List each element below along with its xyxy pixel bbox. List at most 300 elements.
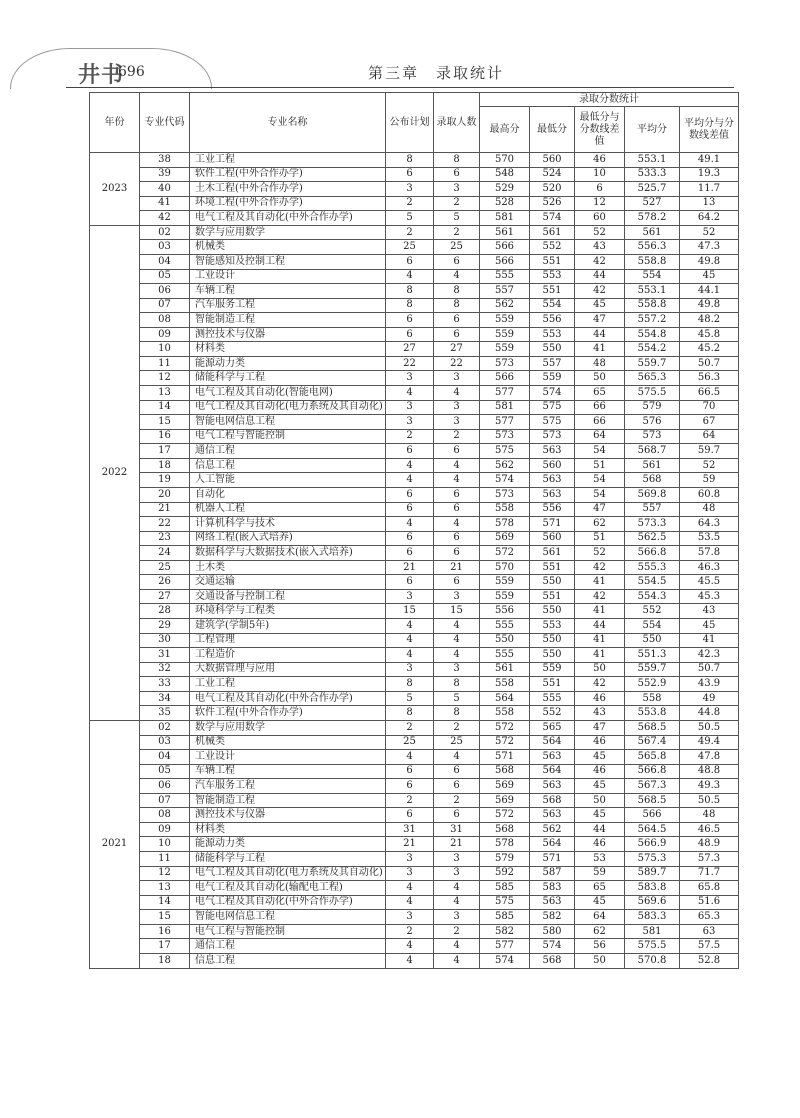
admitted-cell: 8 xyxy=(434,677,480,692)
avg-cell: 527 xyxy=(625,196,680,211)
plan-cell: 27 xyxy=(386,342,434,357)
admitted-cell: 21 xyxy=(434,837,480,852)
code-cell: 03 xyxy=(140,735,190,750)
min-cell: 553 xyxy=(530,269,575,284)
avg-cell: 583.8 xyxy=(625,881,680,896)
min-diff-cell: 41 xyxy=(575,633,625,648)
min-diff-cell: 47 xyxy=(575,502,625,517)
avg-diff-cell: 45.2 xyxy=(680,342,739,357)
avg-diff-cell: 49.1 xyxy=(680,153,739,168)
min-diff-cell: 46 xyxy=(575,153,625,168)
max-cell: 578 xyxy=(480,837,530,852)
avg-cell: 568.5 xyxy=(625,793,680,808)
table-row xyxy=(90,662,739,677)
plan-cell: 8 xyxy=(386,706,434,721)
plan-cell: 15 xyxy=(386,604,434,619)
code-cell: 11 xyxy=(140,852,190,867)
min-cell: 554 xyxy=(530,298,575,313)
min-diff-cell: 10 xyxy=(575,167,625,182)
min-cell: 563 xyxy=(530,444,575,459)
max-cell: 569 xyxy=(480,793,530,808)
avg-cell: 569.8 xyxy=(625,487,680,502)
name-cell: 通信工程 xyxy=(190,939,386,954)
header-score-group: 录取分数统计 xyxy=(480,93,739,107)
avg-cell: 525.7 xyxy=(625,182,680,197)
avg-cell: 561 xyxy=(625,225,680,240)
min-cell: 551 xyxy=(530,589,575,604)
avg-cell: 552.9 xyxy=(625,677,680,692)
table-row xyxy=(90,822,739,837)
plan-cell: 4 xyxy=(386,953,434,968)
name-cell: 能源动力类 xyxy=(190,356,386,371)
admitted-cell: 6 xyxy=(434,779,480,794)
avg-cell: 568.5 xyxy=(625,720,680,735)
admitted-cell: 5 xyxy=(434,211,480,226)
avg-cell: 554.8 xyxy=(625,327,680,342)
table-row xyxy=(90,779,739,794)
code-cell: 38 xyxy=(140,153,190,168)
avg-diff-cell: 45.5 xyxy=(680,575,739,590)
min-diff-cell: 44 xyxy=(575,619,625,634)
min-cell: 565 xyxy=(530,720,575,735)
min-cell: 574 xyxy=(530,386,575,401)
name-cell: 环境科学与工程类 xyxy=(190,604,386,619)
plan-cell: 6 xyxy=(386,487,434,502)
avg-cell: 555.3 xyxy=(625,560,680,575)
max-cell: 555 xyxy=(480,648,530,663)
min-diff-cell: 50 xyxy=(575,371,625,386)
name-cell: 能源动力类 xyxy=(190,837,386,852)
avg-diff-cell: 44.8 xyxy=(680,706,739,721)
admitted-cell: 2 xyxy=(434,720,480,735)
plan-cell: 4 xyxy=(386,386,434,401)
header-avg-diff: 平均分与分数线差值 xyxy=(680,107,739,153)
table-row xyxy=(90,735,739,750)
name-cell: 电气工程与智能控制 xyxy=(190,429,386,444)
admitted-cell: 4 xyxy=(434,458,480,473)
code-cell: 40 xyxy=(140,182,190,197)
plan-cell: 5 xyxy=(386,691,434,706)
min-diff-cell: 41 xyxy=(575,648,625,663)
avg-cell: 553.8 xyxy=(625,706,680,721)
code-cell: 15 xyxy=(140,415,190,430)
plan-cell: 6 xyxy=(386,327,434,342)
name-cell: 智能感知及控制工程 xyxy=(190,254,386,269)
avg-diff-cell: 45 xyxy=(680,619,739,634)
name-cell: 电气工程及其自动化(智能电网) xyxy=(190,386,386,401)
min-diff-cell: 41 xyxy=(575,575,625,590)
code-cell: 31 xyxy=(140,648,190,663)
min-cell: 571 xyxy=(530,852,575,867)
avg-cell: 568.7 xyxy=(625,444,680,459)
name-cell: 电气工程及其自动化(中外合作办学) xyxy=(190,211,386,226)
code-cell: 24 xyxy=(140,546,190,561)
code-cell: 09 xyxy=(140,327,190,342)
avg-diff-cell: 50.7 xyxy=(680,356,739,371)
max-cell: 559 xyxy=(480,313,530,328)
plan-cell: 6 xyxy=(386,779,434,794)
min-diff-cell: 46 xyxy=(575,735,625,750)
table-row xyxy=(90,560,739,575)
admitted-cell: 21 xyxy=(434,560,480,575)
admitted-cell: 25 xyxy=(434,735,480,750)
max-cell: 574 xyxy=(480,953,530,968)
admitted-cell: 4 xyxy=(434,517,480,532)
plan-cell: 6 xyxy=(386,764,434,779)
header-plan: 公布计划 xyxy=(386,93,434,153)
name-cell: 电气工程及其自动化(中外合作办学) xyxy=(190,895,386,910)
admitted-cell: 4 xyxy=(434,269,480,284)
min-cell: 575 xyxy=(530,415,575,430)
code-cell: 14 xyxy=(140,400,190,415)
code-cell: 35 xyxy=(140,706,190,721)
max-cell: 585 xyxy=(480,881,530,896)
name-cell: 数据科学与大数据技术(嵌入式培养) xyxy=(190,546,386,561)
admitted-cell: 6 xyxy=(434,167,480,182)
code-cell: 08 xyxy=(140,313,190,328)
max-cell: 577 xyxy=(480,939,530,954)
min-cell: 573 xyxy=(530,429,575,444)
code-cell: 08 xyxy=(140,808,190,823)
min-diff-cell: 50 xyxy=(575,793,625,808)
min-cell: 559 xyxy=(530,371,575,386)
min-diff-cell: 42 xyxy=(575,677,625,692)
max-cell: 568 xyxy=(480,822,530,837)
min-diff-cell: 46 xyxy=(575,764,625,779)
table-row xyxy=(90,444,739,459)
avg-cell: 566.8 xyxy=(625,546,680,561)
avg-diff-cell: 50.5 xyxy=(680,793,739,808)
avg-cell: 559.7 xyxy=(625,662,680,677)
max-cell: 592 xyxy=(480,866,530,881)
table-row xyxy=(90,953,739,968)
admitted-cell: 6 xyxy=(434,575,480,590)
name-cell: 材料类 xyxy=(190,342,386,357)
name-cell: 电气工程与智能控制 xyxy=(190,924,386,939)
table-row xyxy=(90,546,739,561)
admitted-cell: 4 xyxy=(434,939,480,954)
code-cell: 06 xyxy=(140,779,190,794)
name-cell: 大数据管理与应用 xyxy=(190,662,386,677)
min-cell: 555 xyxy=(530,691,575,706)
admitted-cell: 3 xyxy=(434,415,480,430)
admitted-cell: 8 xyxy=(434,284,480,299)
min-diff-cell: 43 xyxy=(575,240,625,255)
chapter-title: 第三章 录取统计 xyxy=(368,64,505,82)
avg-diff-cell: 66.5 xyxy=(680,386,739,401)
max-cell: 570 xyxy=(480,153,530,168)
code-cell: 39 xyxy=(140,167,190,182)
admitted-cell: 3 xyxy=(434,852,480,867)
plan-cell: 6 xyxy=(386,808,434,823)
avg-diff-cell: 52 xyxy=(680,458,739,473)
table-row xyxy=(90,284,739,299)
year-cell: 2023 xyxy=(90,153,140,226)
min-cell: 561 xyxy=(530,546,575,561)
plan-cell: 3 xyxy=(386,182,434,197)
plan-cell: 8 xyxy=(386,677,434,692)
admitted-cell: 6 xyxy=(434,487,480,502)
max-cell: 555 xyxy=(480,619,530,634)
admitted-cell: 2 xyxy=(434,196,480,211)
header-year: 年份 xyxy=(90,93,140,153)
min-cell: 564 xyxy=(530,735,575,750)
table-row xyxy=(90,182,739,197)
table-row xyxy=(90,356,739,371)
plan-cell: 31 xyxy=(386,822,434,837)
avg-diff-cell: 63 xyxy=(680,924,739,939)
admitted-cell: 2 xyxy=(434,924,480,939)
table-row xyxy=(90,254,739,269)
avg-cell: 566.8 xyxy=(625,764,680,779)
plan-cell: 3 xyxy=(386,415,434,430)
min-diff-cell: 52 xyxy=(575,225,625,240)
table-row xyxy=(90,910,739,925)
table-row xyxy=(90,852,739,867)
avg-cell: 573 xyxy=(625,429,680,444)
admitted-cell: 4 xyxy=(434,648,480,663)
avg-diff-cell: 49.8 xyxy=(680,254,739,269)
avg-cell: 533.3 xyxy=(625,167,680,182)
plan-cell: 4 xyxy=(386,473,434,488)
admitted-cell: 2 xyxy=(434,225,480,240)
admitted-cell: 25 xyxy=(434,240,480,255)
name-cell: 土木工程(中外合作办学) xyxy=(190,182,386,197)
max-cell: 573 xyxy=(480,429,530,444)
avg-cell: 558.8 xyxy=(625,298,680,313)
max-cell: 572 xyxy=(480,720,530,735)
max-cell: 548 xyxy=(480,167,530,182)
avg-cell: 554.3 xyxy=(625,589,680,604)
min-diff-cell: 52 xyxy=(575,546,625,561)
avg-cell: 559.7 xyxy=(625,356,680,371)
code-cell: 14 xyxy=(140,895,190,910)
min-cell: 553 xyxy=(530,327,575,342)
avg-cell: 554.5 xyxy=(625,575,680,590)
min-cell: 556 xyxy=(530,313,575,328)
code-cell: 20 xyxy=(140,487,190,502)
table-row xyxy=(90,225,739,240)
min-diff-cell: 65 xyxy=(575,386,625,401)
header-name: 专业名称 xyxy=(190,93,386,153)
code-cell: 41 xyxy=(140,196,190,211)
avg-cell: 575.5 xyxy=(625,939,680,954)
table-row xyxy=(90,531,739,546)
plan-cell: 8 xyxy=(386,153,434,168)
avg-diff-cell: 50.5 xyxy=(680,720,739,735)
code-cell: 16 xyxy=(140,924,190,939)
avg-cell: 553.1 xyxy=(625,153,680,168)
min-cell: 574 xyxy=(530,939,575,954)
avg-cell: 558.8 xyxy=(625,254,680,269)
min-diff-cell: 45 xyxy=(575,779,625,794)
avg-cell: 589.7 xyxy=(625,866,680,881)
min-diff-cell: 45 xyxy=(575,895,625,910)
admitted-cell: 3 xyxy=(434,400,480,415)
table-row xyxy=(90,298,739,313)
name-cell: 车辆工程 xyxy=(190,284,386,299)
avg-cell: 575.3 xyxy=(625,852,680,867)
name-cell: 工程造价 xyxy=(190,648,386,663)
code-cell: 02 xyxy=(140,225,190,240)
avg-diff-cell: 51.6 xyxy=(680,895,739,910)
admitted-cell: 8 xyxy=(434,298,480,313)
max-cell: 564 xyxy=(480,691,530,706)
min-cell: 560 xyxy=(530,458,575,473)
min-diff-cell: 56 xyxy=(575,939,625,954)
min-diff-cell: 45 xyxy=(575,808,625,823)
max-cell: 559 xyxy=(480,342,530,357)
min-cell: 562 xyxy=(530,822,575,837)
min-cell: 571 xyxy=(530,517,575,532)
header-rule xyxy=(66,87,734,88)
min-cell: 563 xyxy=(530,473,575,488)
plan-cell: 6 xyxy=(386,167,434,182)
min-cell: 552 xyxy=(530,706,575,721)
max-cell: 573 xyxy=(480,487,530,502)
max-cell: 574 xyxy=(480,473,530,488)
max-cell: 585 xyxy=(480,910,530,925)
header-min: 最低分 xyxy=(530,107,575,153)
min-cell: 550 xyxy=(530,648,575,663)
plan-cell: 6 xyxy=(386,254,434,269)
admitted-cell: 6 xyxy=(434,764,480,779)
min-cell: 563 xyxy=(530,487,575,502)
min-cell: 582 xyxy=(530,910,575,925)
code-cell: 09 xyxy=(140,822,190,837)
code-cell: 03 xyxy=(140,240,190,255)
avg-diff-cell: 57.3 xyxy=(680,852,739,867)
min-cell: 550 xyxy=(530,575,575,590)
max-cell: 559 xyxy=(480,327,530,342)
table-row xyxy=(90,837,739,852)
min-cell: 551 xyxy=(530,560,575,575)
avg-diff-cell: 49.3 xyxy=(680,779,739,794)
code-cell: 12 xyxy=(140,371,190,386)
name-cell: 交通运输 xyxy=(190,575,386,590)
min-diff-cell: 65 xyxy=(575,881,625,896)
min-diff-cell: 42 xyxy=(575,254,625,269)
header-admitted: 录取人数 xyxy=(434,93,480,153)
code-cell: 30 xyxy=(140,633,190,648)
max-cell: 556 xyxy=(480,604,530,619)
plan-cell: 8 xyxy=(386,298,434,313)
max-cell: 579 xyxy=(480,852,530,867)
avg-diff-cell: 48.9 xyxy=(680,837,739,852)
max-cell: 577 xyxy=(480,386,530,401)
max-cell: 555 xyxy=(480,269,530,284)
admitted-cell: 3 xyxy=(434,589,480,604)
plan-cell: 4 xyxy=(386,633,434,648)
code-cell: 07 xyxy=(140,793,190,808)
max-cell: 569 xyxy=(480,779,530,794)
avg-diff-cell: 53.5 xyxy=(680,531,739,546)
name-cell: 通信工程 xyxy=(190,444,386,459)
max-cell: 528 xyxy=(480,196,530,211)
admitted-cell: 4 xyxy=(434,619,480,634)
admitted-cell: 6 xyxy=(434,531,480,546)
code-cell: 02 xyxy=(140,720,190,735)
min-cell: 551 xyxy=(530,677,575,692)
min-diff-cell: 54 xyxy=(575,444,625,459)
plan-cell: 25 xyxy=(386,735,434,750)
name-cell: 测控技术与仪器 xyxy=(190,327,386,342)
plan-cell: 6 xyxy=(386,531,434,546)
avg-cell: 552 xyxy=(625,604,680,619)
min-diff-cell: 66 xyxy=(575,400,625,415)
brand-logo: 井书 xyxy=(78,63,125,88)
avg-diff-cell: 60.8 xyxy=(680,487,739,502)
table-row xyxy=(90,502,739,517)
max-cell: 529 xyxy=(480,182,530,197)
avg-diff-cell: 65.8 xyxy=(680,881,739,896)
avg-diff-cell: 48 xyxy=(680,808,739,823)
table-row xyxy=(90,720,739,735)
page-number: 696 xyxy=(118,64,145,80)
avg-diff-cell: 41 xyxy=(680,633,739,648)
code-cell: 10 xyxy=(140,342,190,357)
admitted-cell: 22 xyxy=(434,356,480,371)
max-cell: 561 xyxy=(480,225,530,240)
plan-cell: 21 xyxy=(386,560,434,575)
name-cell: 储能科学与工程 xyxy=(190,852,386,867)
avg-cell: 575.5 xyxy=(625,386,680,401)
code-cell: 06 xyxy=(140,284,190,299)
max-cell: 582 xyxy=(480,924,530,939)
plan-cell: 3 xyxy=(386,589,434,604)
admitted-cell: 15 xyxy=(434,604,480,619)
avg-diff-cell: 71.7 xyxy=(680,866,739,881)
plan-cell: 3 xyxy=(386,866,434,881)
name-cell: 工业设计 xyxy=(190,750,386,765)
max-cell: 568 xyxy=(480,764,530,779)
code-cell: 19 xyxy=(140,473,190,488)
table-row xyxy=(90,648,739,663)
max-cell: 572 xyxy=(480,546,530,561)
code-cell: 16 xyxy=(140,429,190,444)
plan-cell: 22 xyxy=(386,356,434,371)
min-diff-cell: 47 xyxy=(575,720,625,735)
table-row xyxy=(90,619,739,634)
plan-cell: 6 xyxy=(386,444,434,459)
table-row xyxy=(90,575,739,590)
plan-cell: 6 xyxy=(386,575,434,590)
min-cell: 559 xyxy=(530,662,575,677)
avg-cell: 576 xyxy=(625,415,680,430)
plan-cell: 4 xyxy=(386,458,434,473)
table-row xyxy=(90,386,739,401)
plan-cell: 8 xyxy=(386,284,434,299)
code-cell: 13 xyxy=(140,881,190,896)
min-diff-cell: 46 xyxy=(575,691,625,706)
avg-diff-cell: 57.5 xyxy=(680,939,739,954)
admitted-cell: 4 xyxy=(434,750,480,765)
avg-diff-cell: 45.8 xyxy=(680,327,739,342)
table-row xyxy=(90,458,739,473)
max-cell: 572 xyxy=(480,808,530,823)
table-row xyxy=(90,866,739,881)
min-diff-cell: 51 xyxy=(575,531,625,546)
header-max: 最高分 xyxy=(480,107,530,153)
min-diff-cell: 6 xyxy=(575,182,625,197)
header-avg: 平均分 xyxy=(625,107,680,153)
max-cell: 559 xyxy=(480,575,530,590)
name-cell: 建筑学(学制5年) xyxy=(190,619,386,634)
max-cell: 561 xyxy=(480,662,530,677)
name-cell: 智能制造工程 xyxy=(190,313,386,328)
code-cell: 15 xyxy=(140,910,190,925)
name-cell: 土木类 xyxy=(190,560,386,575)
